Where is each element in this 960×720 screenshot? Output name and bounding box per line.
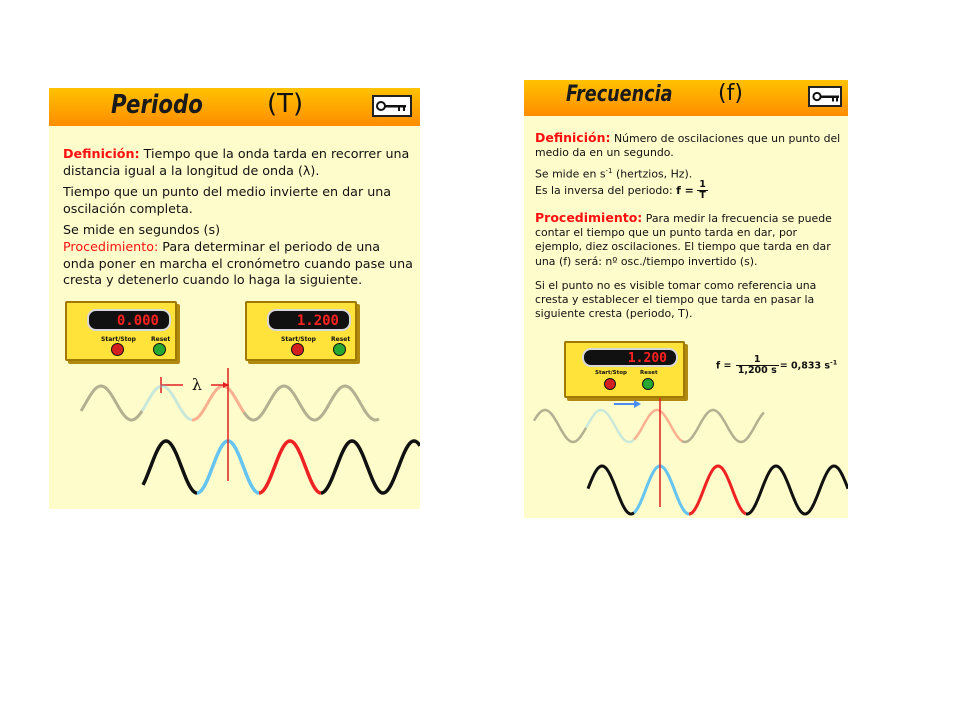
- frecuencia-title: Frecuencia: [566, 82, 673, 107]
- frecuencia-definition: [535, 130, 847, 160]
- wave-segment: [143, 441, 197, 493]
- frac-den: T: [699, 190, 706, 202]
- line2-post: (hertzios, Hz).: [612, 167, 693, 181]
- stopwatch-2: [245, 301, 357, 361]
- wave-segment: [244, 386, 379, 420]
- start-stop-button[interactable]: [291, 343, 304, 356]
- formula-sup: -1: [830, 358, 838, 367]
- wave-segment: [142, 386, 192, 420]
- stopwatch-2-display: 1.200: [267, 309, 351, 331]
- key-button[interactable]: [808, 86, 842, 107]
- frecuencia-symbol: (f): [718, 81, 743, 106]
- wave-segment: [588, 466, 634, 514]
- lambda-label: λ: [191, 375, 203, 394]
- procedimiento-text: Para determinar el periodo de una onda poner en marcha el cronómetro cuando pase una cresta y detenerlo cuando lo haga la siguiente.: [63, 239, 413, 287]
- reset-button[interactable]: [333, 343, 346, 356]
- periodo-title: Periodo: [111, 90, 203, 120]
- frecuencia-panel: [524, 80, 848, 518]
- key-icon: [376, 99, 408, 113]
- wave-segment: [746, 466, 848, 514]
- periodo-header: [49, 88, 420, 126]
- inverse-fraction: [697, 180, 708, 202]
- periodo-procedure: [63, 239, 415, 289]
- definicion-text: Tiempo que la onda tarda en recorrer una distancia igual a la longitud de onda (λ).: [63, 146, 410, 178]
- reset-label: Reset: [151, 336, 171, 343]
- wave-segment: [689, 466, 746, 514]
- formula-fraction: [736, 355, 779, 377]
- line3-eq: f =: [676, 183, 694, 197]
- direction-arrow: [614, 400, 641, 408]
- wave-diagram: [49, 363, 420, 509]
- wave-segment: [259, 441, 321, 493]
- line2-sup: -1: [605, 167, 613, 175]
- wave-segment: [321, 441, 420, 493]
- wave-segment: [534, 410, 586, 442]
- frequency-formula: [716, 355, 848, 377]
- key-button[interactable]: [372, 95, 412, 117]
- procedimiento-label: Procedimiento:: [535, 210, 643, 225]
- stopwatch-1: [65, 301, 177, 361]
- reset-label: Reset: [640, 370, 658, 376]
- start-stop-label: Start/Stop: [281, 336, 316, 343]
- key-icon: [812, 90, 840, 103]
- stopwatch-1-display: 0.000: [87, 309, 171, 331]
- periodo-line2: Tiempo que un punto del medio invierte en dar una oscilación completa.: [63, 184, 392, 216]
- start-stop-button[interactable]: [604, 378, 616, 390]
- line2-pre: Se mide en s: [535, 167, 606, 181]
- wave-segment: [634, 410, 682, 441]
- formula-num: 1: [736, 355, 779, 366]
- periodo-panel: [49, 88, 420, 509]
- procedimiento-text: Para medir la frecuencia se puede contar el tiempo que un punto tarda en dar, por ejemplo, diez oscilaciones. El tiempo que tarda en dar una (f) será: nº osc./tiempo invertido (s).: [535, 212, 832, 268]
- reset-button[interactable]: [642, 378, 654, 390]
- periodo-line3: Se mide en segundos (s): [63, 222, 221, 237]
- start-stop-label: Start/Stop: [101, 336, 136, 343]
- definicion-text: Número de oscilaciones que un punto del medio da en un segundo.: [535, 132, 841, 160]
- frecuencia-header: [524, 80, 848, 116]
- start-stop-button[interactable]: [111, 343, 124, 356]
- frac-num: 1: [699, 179, 706, 190]
- wave-diagram: [524, 395, 848, 518]
- formula-rhs: = 0,833 s: [779, 360, 831, 372]
- line3-pre: Es la inversa del periodo:: [535, 183, 677, 197]
- stopwatch: [564, 341, 685, 398]
- frecuencia-line3: [535, 180, 847, 202]
- frecuencia-line5: Si el punto no es visible tomar como referencia una cresta y establecer el tiempo que tarda en pasar la siguiente cresta (periodo, T).: [535, 279, 817, 321]
- procedimiento-label: Procedimiento:: [63, 239, 159, 254]
- wave-segment: [81, 386, 142, 420]
- definicion-label: Definición:: [535, 130, 611, 145]
- reset-label: Reset: [331, 336, 351, 343]
- frecuencia-procedure: [535, 210, 847, 269]
- wave-segment: [634, 466, 689, 514]
- start-stop-label: Start/Stop: [595, 370, 627, 376]
- stopwatch-display: 1.200: [582, 348, 678, 367]
- reset-button[interactable]: [153, 343, 166, 356]
- formula-den: 1,200 s: [737, 365, 777, 377]
- definicion-label: Definición:: [63, 146, 140, 161]
- periodo-definition: [63, 146, 415, 179]
- wave-segment: [586, 410, 634, 442]
- periodo-symbol: (T): [267, 89, 304, 119]
- formula-lhs: f =: [716, 360, 732, 372]
- wave-segment: [682, 410, 764, 442]
